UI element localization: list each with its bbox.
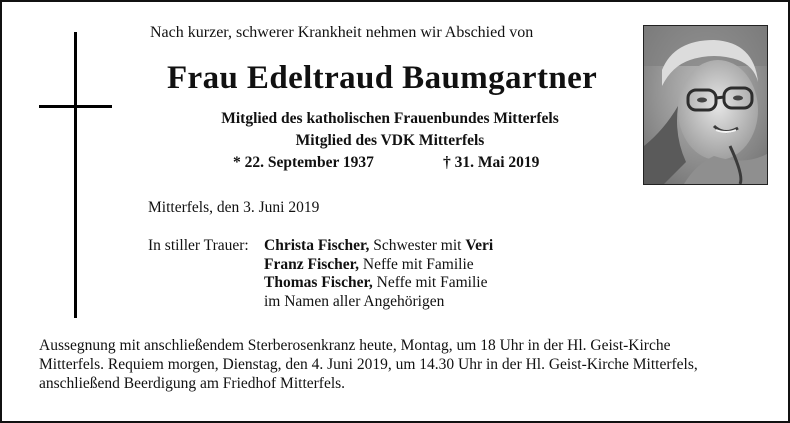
service-line: Mitterfels. Requiem morgen, Dienstag, den 4. Juni 2019, um 14.30 Uhr in der Hl. Geist-Kirche Mitterfels, (39, 356, 698, 373)
mourner-relation: Schwester mit (369, 237, 466, 254)
mourner-line (264, 237, 493, 256)
service-line: Aussegnung mit anschließendem Sterberosenkranz heute, Montag, um 18 Uhr in der Hl. Geist-Kirche (39, 337, 671, 354)
mourner-relation: Neffe mit Familie (359, 255, 474, 273)
mourner-line (264, 256, 493, 275)
portrait-photo (643, 25, 768, 185)
service-info (39, 336, 779, 393)
mourner-line (264, 274, 493, 293)
mourner-name: Thomas Fischer, (264, 274, 373, 291)
intro-text: Nach kurzer, schwerer Krankheit nehmen wir Abschied von (150, 24, 534, 41)
mourner-name: Franz Fischer, (264, 255, 359, 273)
membership-2: Mitglied des VDK Mitterfels (295, 132, 485, 149)
membership-1: Mitglied des katholischen Frauenbundes Mitterfels (221, 110, 559, 127)
mourner-name: Christa Fischer, (264, 237, 370, 254)
mourner-line (264, 293, 493, 312)
cross-icon (74, 32, 77, 318)
cross-icon-bar (39, 105, 112, 108)
birth-date: * 22. September 1937 (233, 154, 374, 171)
deceased-name: Frau Edeltraud Baumgartner (167, 60, 598, 96)
mourning-label: In stiller Trauer: (148, 237, 249, 254)
service-line: anschließend Beerdigung am Friedhof Mitterfels. (39, 375, 346, 392)
death-date: † 31. Mai 2019 (443, 154, 540, 171)
mourner-extra: Veri (465, 237, 494, 254)
mourner-relation: im Namen aller Angehörigen (264, 292, 445, 310)
place-date: Mitterfels, den 3. Juni 2019 (148, 199, 320, 216)
mourners-list (264, 237, 493, 311)
mourner-relation: Neffe mit Familie (372, 274, 488, 291)
